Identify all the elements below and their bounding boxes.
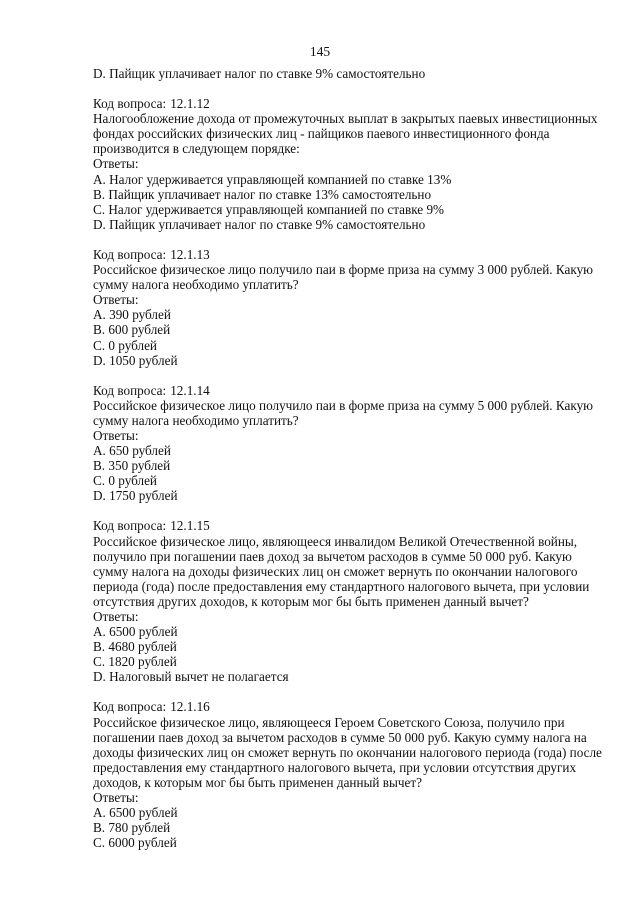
answers-label: Ответы: xyxy=(93,292,139,308)
question-text-line: фондах российских физических лиц - пайщиков паевого инвестиционного фонда xyxy=(93,126,550,142)
question-code-line xyxy=(93,247,598,262)
answer-option: B. 600 рублей xyxy=(93,322,171,338)
question-text-line: Российское физическое лицо, являющееся инвалидом Великой Отечественной войны, xyxy=(93,533,578,549)
question-code-line xyxy=(93,383,598,398)
question-text-line: отсутствия других доходов, к которым мог бы быть применен данный вычет? xyxy=(93,593,529,609)
answer-option: A. Налог удерживается управляющей компанией по ставке 13% xyxy=(93,171,452,187)
question-block xyxy=(93,518,598,684)
answer-option: C. 0 рублей xyxy=(93,473,157,489)
answer-option: B. 4680 рублей xyxy=(93,639,177,655)
question-block xyxy=(93,96,598,232)
answer-option: D. Налоговый вычет не полагается xyxy=(93,669,289,685)
question-text-line: производится в следующем порядке: xyxy=(93,141,300,157)
answer-option: B. 780 рублей xyxy=(93,820,171,836)
question-text-line: Российское физическое лицо получило паи в форме приза на сумму 5 000 рублей. Какую xyxy=(93,397,594,413)
answer-option: C. 1820 рублей xyxy=(93,654,177,670)
answers-label: Ответы: xyxy=(93,609,139,624)
question-text-line: Российское физическое лицо, являющееся Героем Советского Союза, получило при xyxy=(93,714,565,730)
question-block xyxy=(93,699,602,851)
answer-option: D. Пайщик уплачивает налог по ставке 9% самостоятельно xyxy=(93,216,426,232)
question-text-line: доходов, к которым мог бы быть применен данный вычет? xyxy=(93,774,422,790)
question-block xyxy=(93,247,598,368)
answers-label: Ответы: xyxy=(93,427,139,443)
answer-option: B. Пайщик уплачивает налог по ставке 13% самостоятельно xyxy=(93,186,432,202)
answer-option: A. 650 рублей xyxy=(93,443,171,459)
answer-option: A. 6500 рублей xyxy=(93,624,178,640)
answer-option: B. 350 рублей xyxy=(93,458,171,474)
page-content xyxy=(93,66,602,851)
question-text-line: Налогообложение дохода от промежуточных выплат в закрытых паевых инвестиционных xyxy=(93,111,598,127)
question-code: 12.1.13 xyxy=(170,246,210,262)
question-text-line: погашении паев доход за вычетом расходов в сумме 50 000 руб. Какую сумму налога на xyxy=(93,729,587,745)
question-code-line xyxy=(93,699,598,714)
question-text-line: сумму налога необходимо уплатить? xyxy=(93,277,299,293)
question-code-label: Код вопроса: xyxy=(93,96,167,112)
question-text-line: предоставления ему стандартного налогового вычета, при условии отсутствия других xyxy=(93,759,577,775)
question-code-label: Код вопроса: xyxy=(93,518,167,534)
question-code-label: Код вопроса: xyxy=(93,699,167,715)
page-number: 145 xyxy=(309,44,331,59)
question-code-label: Код вопроса: xyxy=(93,382,167,398)
intro-line: D. Пайщик уплачивает налог по ставке 9% самостоятельно xyxy=(93,66,426,81)
question-text-line: сумму налога необходимо уплатить? xyxy=(93,412,299,428)
question-text-line: периода (года) после предоставления ему стандартного налогового вычета, при условии xyxy=(93,578,590,594)
question-code-label: Код вопроса: xyxy=(93,246,167,262)
question-code: 12.1.12 xyxy=(170,96,210,112)
answer-option: D. 1050 рублей xyxy=(93,352,178,368)
question-code-line xyxy=(93,96,598,111)
answer-option: C. 0 рублей xyxy=(93,337,157,353)
question-text-line: Российское физическое лицо получило паи в форме приза на сумму 3 000 рублей. Какую xyxy=(93,262,594,278)
question-text-line: доходы физических лиц он сможет вернуть по окончании налогового периода (года) после xyxy=(93,744,602,760)
answer-option: C. 6000 рублей xyxy=(93,835,177,851)
question-code: 12.1.15 xyxy=(170,518,210,534)
answer-option: D. 1750 рублей xyxy=(93,488,178,504)
answers-label: Ответы: xyxy=(93,156,139,172)
question-code: 12.1.14 xyxy=(170,382,210,398)
question-text-line: сумму налога на доходы физических лиц он сможет вернуть по окончании налогового xyxy=(93,563,578,579)
question-block xyxy=(93,383,598,504)
question-code-line xyxy=(93,518,598,533)
intro-block xyxy=(93,66,598,81)
answer-option: C. Налог удерживается управляющей компанией по ставке 9% xyxy=(93,201,445,217)
answers-label: Ответы: xyxy=(93,790,139,806)
answer-option: A. 6500 рублей xyxy=(93,805,178,821)
question-text-line: получило при погашении паев доход за вычетом расходов в сумме 50 000 руб. Какую xyxy=(93,548,572,564)
answer-option: A. 390 рублей xyxy=(93,307,171,323)
question-code: 12.1.16 xyxy=(170,699,210,715)
